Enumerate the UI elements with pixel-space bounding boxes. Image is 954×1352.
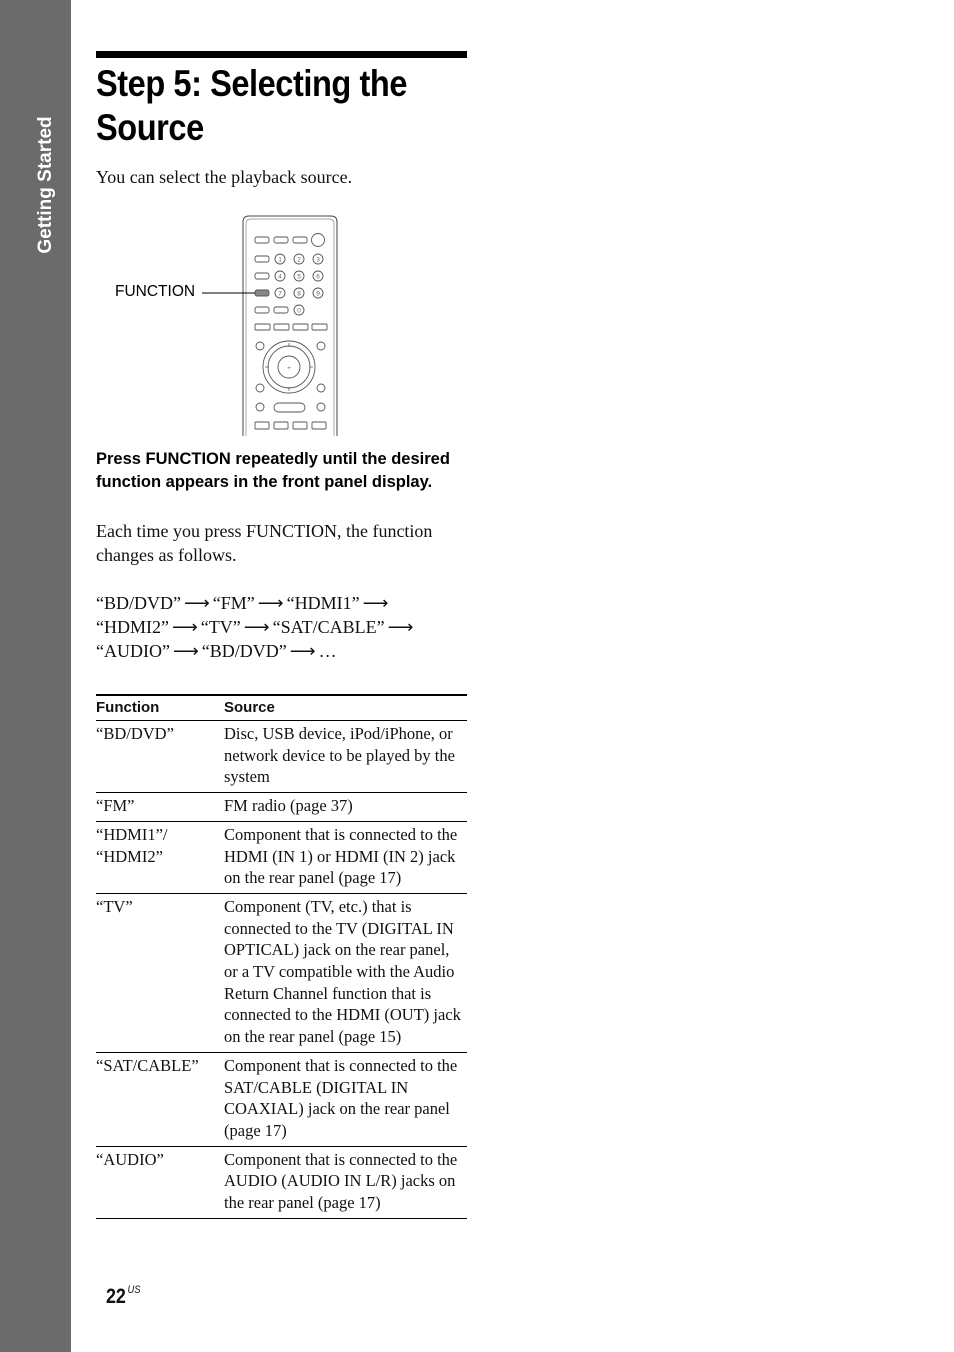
svg-text:7: 7 bbox=[278, 290, 282, 298]
source-cell: FM radio (page 37) bbox=[224, 793, 467, 822]
function-sequence bbox=[96, 591, 471, 663]
arrow-right-icon: ⟶ bbox=[243, 617, 270, 637]
svg-text:5: 5 bbox=[297, 273, 301, 281]
svg-text:0: 0 bbox=[297, 307, 301, 315]
arrow-right-icon: ⟶ bbox=[362, 593, 389, 613]
sequence-item: “BD/DVD” bbox=[96, 593, 181, 613]
arrow-right-icon: ⟶ bbox=[172, 641, 199, 661]
arrow-right-icon: ⟶ bbox=[183, 593, 210, 613]
sequence-item: “HDMI1” bbox=[286, 593, 360, 613]
table-header-row bbox=[96, 695, 467, 721]
table-row bbox=[96, 721, 467, 793]
table-row bbox=[96, 893, 467, 1052]
arrow-right-icon: ⟶ bbox=[257, 593, 284, 613]
sequence-item: “AUDIO” bbox=[96, 641, 170, 661]
function-cell: “SAT/CABLE” bbox=[96, 1052, 224, 1146]
sequence-item: “TV” bbox=[200, 617, 241, 637]
sequence-item: “BD/DVD” bbox=[201, 641, 287, 661]
sequence-item: “SAT/CABLE” bbox=[272, 617, 385, 637]
sequence-item: … bbox=[318, 641, 337, 661]
function-cell: “AUDIO” bbox=[96, 1146, 224, 1218]
svg-text:+: + bbox=[287, 365, 291, 372]
source-cell: Component that is connected to the AUDIO (AUDIO IN L/R) jacks on the rear panel (page 17) bbox=[224, 1146, 467, 1218]
function-source-table bbox=[96, 694, 467, 1219]
source-cell: Component that is connected to the SAT/CABLE (DIGITAL IN COAXIAL) jack on the rear panel (page 17) bbox=[224, 1052, 467, 1146]
column-header-source: Source bbox=[224, 695, 467, 721]
page-title: Step 5: Selecting the Source bbox=[96, 63, 408, 148]
title-rule bbox=[96, 51, 467, 58]
table-row bbox=[96, 793, 467, 822]
function-cell: “HDMI1”/ “HDMI2” bbox=[96, 821, 224, 893]
section-tab bbox=[0, 0, 71, 1352]
table-row bbox=[96, 821, 467, 893]
remote-control-illustration bbox=[100, 212, 340, 440]
svg-text:1: 1 bbox=[278, 256, 282, 264]
source-cell: Component that is connected to the HDMI (IN 1) or HDMI (IN 2) jack on the rear panel (page 17) bbox=[224, 821, 467, 893]
page-number-value: 22 bbox=[106, 1285, 126, 1308]
source-cell: Component (TV, etc.) that is connected to the TV (DIGITAL IN OPTICAL) jack on the rear panel, or a TV compatible with the Audio Return Channel function that is connected to the HDMI (OUT) jack on the rear panel (page 15) bbox=[224, 893, 467, 1052]
intro-text: You can select the playback source. bbox=[96, 167, 353, 187]
instruction-heading: Press FUNCTION repeatedly until the desired function appears in the front panel display. bbox=[96, 450, 450, 491]
function-callout-label: FUNCTION bbox=[115, 283, 196, 300]
function-cell: “FM” bbox=[96, 793, 224, 822]
arrow-right-icon: ⟶ bbox=[289, 641, 316, 661]
page-number bbox=[106, 1284, 141, 1309]
source-cell: Disc, USB device, iPod/iPhone, or network device to be played by the system bbox=[224, 721, 467, 793]
sequence-item: “HDMI2” bbox=[96, 617, 169, 637]
svg-text:3: 3 bbox=[316, 256, 320, 264]
function-cell: “TV” bbox=[96, 893, 224, 1052]
region-code: US bbox=[127, 1284, 141, 1296]
svg-text:2: 2 bbox=[297, 256, 301, 264]
arrow-right-icon: ⟶ bbox=[171, 617, 198, 637]
function-cell: “BD/DVD” bbox=[96, 721, 224, 793]
arrow-right-icon: ⟶ bbox=[387, 617, 414, 637]
svg-text:8: 8 bbox=[297, 290, 301, 298]
column-header-function: Function bbox=[96, 695, 224, 721]
svg-text:6: 6 bbox=[316, 273, 320, 281]
table-row bbox=[96, 1052, 467, 1146]
body-text: Each time you press FUNCTION, the function changes as follows. bbox=[96, 521, 433, 565]
svg-text:9: 9 bbox=[316, 290, 320, 298]
section-label: Getting Started bbox=[35, 116, 56, 254]
svg-text:4: 4 bbox=[278, 273, 282, 281]
sequence-item: “FM” bbox=[212, 593, 255, 613]
table-row bbox=[96, 1146, 467, 1218]
